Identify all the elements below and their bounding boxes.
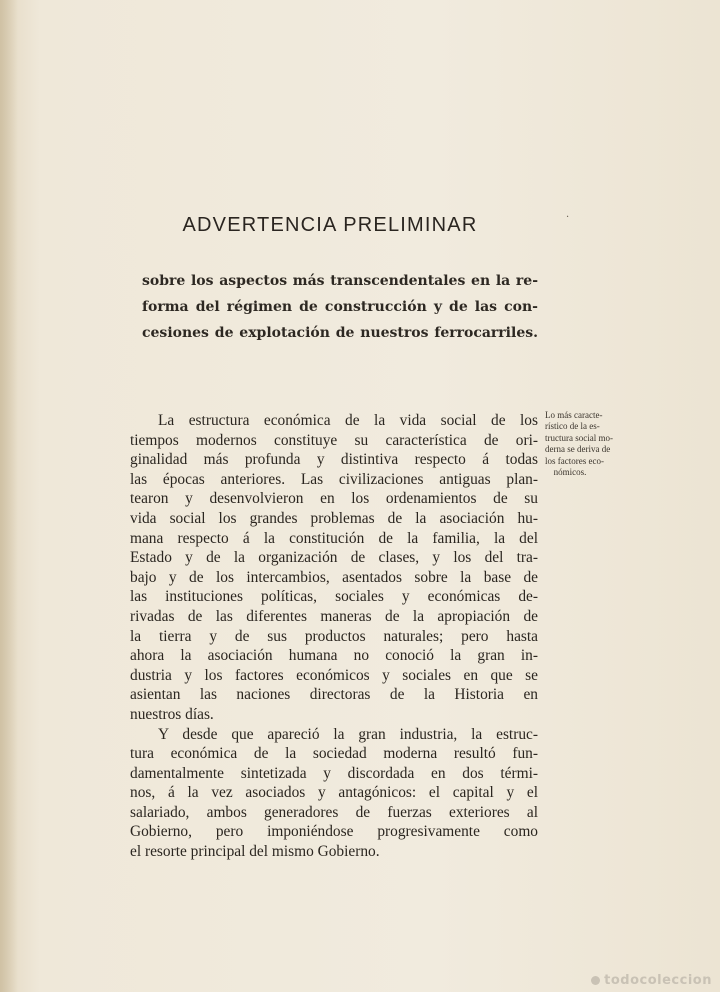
text-line: vida social los grandes problemas de la asociación hu-	[130, 509, 538, 527]
margin-note-line: nómicos.	[553, 467, 587, 478]
subtitle-line: sobre los aspectos más transcendentales en la re-	[142, 273, 538, 289]
text-line: salariado, ambos generadores de fuerzas exteriores al	[130, 803, 538, 821]
margin-note-line: los factores eco-	[545, 455, 604, 466]
watermark	[591, 973, 712, 988]
text-line: mana respecto á la constitución de la familia, la del	[130, 529, 538, 547]
text-line: la tierra y de sus productos naturales; pero hasta	[130, 627, 538, 645]
margin-note	[545, 410, 613, 478]
text-line: nuestros días.	[130, 705, 214, 723]
text-line: asientan las naciones directoras de la Historia en	[130, 686, 538, 704]
chapter-title: ADVERTENCIA PRELIMINAR	[182, 214, 478, 236]
binding-shadow	[0, 0, 18, 992]
text-line: dustria y los factores económicos y sociales en que se	[130, 666, 538, 684]
margin-note-line: tructura social mo-	[545, 432, 613, 443]
text-line: las instituciones políticas, sociales y económicas de-	[130, 588, 538, 606]
margin-note-line: derna se deriva de	[545, 444, 611, 455]
text-line: Gobierno, pero imponiéndose progresivamente como	[130, 823, 538, 841]
chapter-subtitle	[142, 268, 538, 346]
text-line: ahora la asociación humana no conoció la gran in-	[130, 647, 538, 665]
text-line: La estructura económica de la vida social de los	[158, 412, 538, 429]
watermark-logo-icon	[591, 976, 600, 985]
text-line: tiempos modernos constituye su característica de ori-	[130, 431, 538, 449]
print-speck: ·	[566, 212, 570, 223]
text-line: el resorte principal del mismo Gobierno.	[130, 843, 380, 861]
text-line: ginalidad más profunda y distintiva respecto á todas	[130, 451, 538, 469]
text-line: tearon y desenvolvieron en los ordenamientos de su	[130, 490, 538, 508]
text-line: damentalmente sintetizada y discordada en dos térmi-	[130, 764, 538, 782]
margin-note-line: rístico de la es-	[545, 421, 600, 432]
text-line: Y desde que apareció la gran industria, la estruc-	[158, 725, 538, 743]
text-line: Estado y de la organización de clases, y los del tra-	[130, 549, 538, 567]
paragraph-1	[130, 411, 538, 725]
text-line: las épocas anteriores. Las civilizaciones antiguas plan-	[130, 470, 538, 488]
text-line: tura económica de la sociedad moderna resultó fun-	[130, 745, 538, 763]
margin-note-line: Lo más caracte-	[545, 410, 603, 420]
paragraph-2	[130, 725, 538, 862]
subtitle-line: forma del régimen de construcción y de las con-	[142, 299, 538, 315]
text-line: rivadas de las diferentes maneras de la apropiación de	[130, 607, 538, 625]
text-line: nos, á la vez asociados y antagónicos: el capital y el	[130, 784, 538, 802]
body-text	[130, 411, 538, 862]
subtitle-line: cesiones de explotación de nuestros ferrocarriles.	[142, 325, 538, 341]
watermark-text: todocoleccion	[604, 973, 712, 988]
text-line: bajo y de los intercambios, asentados sobre la base de	[130, 568, 538, 586]
